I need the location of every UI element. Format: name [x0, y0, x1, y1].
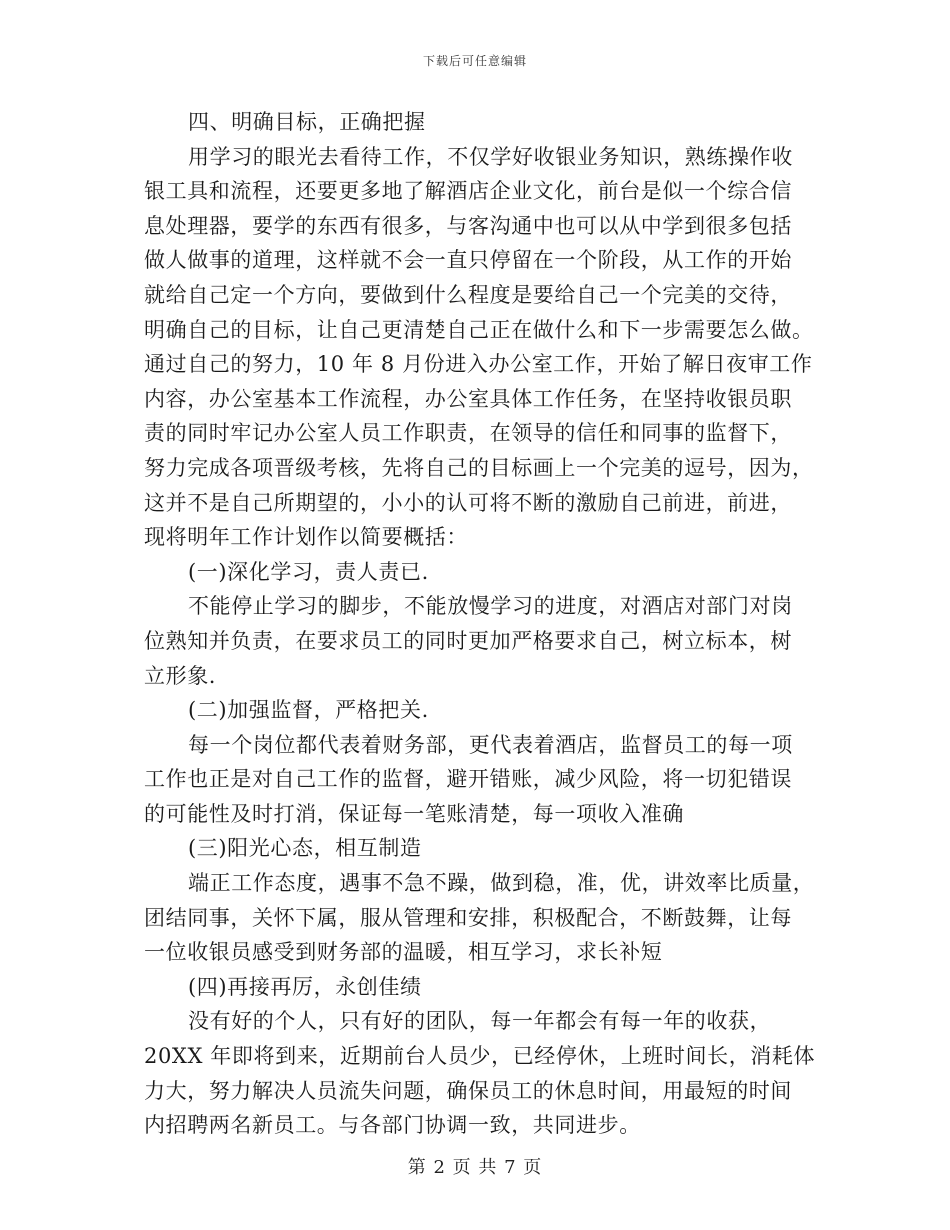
- paragraph-line: 一位收银员感受到财务部的温暖，相互学习，求长补短: [144, 940, 663, 965]
- paragraph-line: 用学习的眼光去看待工作，不仅学好收银业务知识，熟练操作收: [188, 144, 793, 169]
- paragraph-line: 银工具和流程，还要更多地了解酒店企业文化，前台是似一个综合信: [144, 179, 792, 204]
- paragraph-line: 这并不是自己所期望的，小小的认可将不断的激励自己前进，前进，: [144, 490, 792, 515]
- paragraph-line: 每一个岗位都代表着财务部，更代表着酒店，监督员工的每一项: [188, 732, 793, 757]
- paragraph-line: 通过自己的努力，10 年 8 月份进入办公室工作，开始了解日夜审工作: [144, 352, 813, 377]
- paragraph-line: 责的同时牢记办公室人员工作职责，在领导的信任和同事的监督下，: [144, 421, 792, 446]
- subsection-heading: (一)深化学习，责人责已.: [188, 559, 429, 584]
- subsection-heading: (二)加强监督，严格把关.: [188, 698, 429, 723]
- paragraph-line: 的可能性及时打消，保证每一笔账清楚，每一项收入准确: [144, 801, 684, 826]
- paragraph-line: 工作也正是对自己工作的监督，避开错账，减少风险，将一切犯错误: [144, 767, 792, 792]
- paragraph-line: 没有好的个人，只有好的团队，每一年都会有每一年的收获，: [188, 1009, 772, 1034]
- paragraph-line: 现将明年工作计划作以简要概括：: [144, 525, 468, 550]
- paragraph-line: 力大，努力解决人员流失问题，确保员工的休息时间，用最短的时间: [144, 1078, 792, 1103]
- header-note: 下载后可任意编辑: [422, 54, 527, 68]
- paragraph-line: 20XX 年即将到来，近期前台人员少，已经停休，上班时间长，消耗体: [144, 1044, 816, 1069]
- paragraph-line: 内招聘两名新员工。与各部门协调一致，共同进步。: [144, 1113, 641, 1138]
- section-heading: 四、明确目标，正确把握: [188, 110, 426, 134]
- paragraph-line: 位熟知并负责，在要求员工的同时更加严格要求自己，树立标本，树: [144, 628, 792, 653]
- paragraph-line: 端正工作态度，遇事不急不躁，做到稳，准，优，讲效率比质量，: [188, 871, 815, 896]
- paragraph-line: 努力完成各项晋级考核，先将自己的目标画上一个完美的逗号，因为，: [144, 455, 814, 480]
- page-number-footer: 第 2 页 共 7 页: [407, 1157, 543, 1178]
- paragraph-line: 立形象.: [144, 663, 217, 688]
- document-body: [144, 105, 816, 1143]
- paragraph-line: 就给自己定一个方向，要做到什么程度是要给自己一个完美的交待，: [144, 282, 792, 307]
- paragraph-line: 做人做事的道理，这样就不会一直只停留在一个阶段，从工作的开始: [144, 248, 792, 273]
- subsection-heading: (三)阳光心态，相互制造: [188, 836, 422, 861]
- paragraph-line: 息处理器，要学的东西有很多，与客沟通中也可以从中学到很多包括: [144, 213, 792, 238]
- paragraph-line: 明确自己的目标，让自己更清楚自己正在做什么和下一步需要怎么做。: [144, 317, 814, 342]
- paragraph-line: 团结同事，关怀下属，服从管理和安排，积极配合，不断鼓舞，让每: [144, 905, 792, 930]
- paragraph-line: 不能停止学习的脚步，不能放慢学习的进度，对酒店对部门对岗: [188, 594, 793, 619]
- paragraph-line: 内容，办公室基本工作流程，办公室具体工作任务，在坚持收银员职: [144, 386, 792, 411]
- subsection-heading: (四)再接再厉，永创佳绩: [188, 974, 422, 999]
